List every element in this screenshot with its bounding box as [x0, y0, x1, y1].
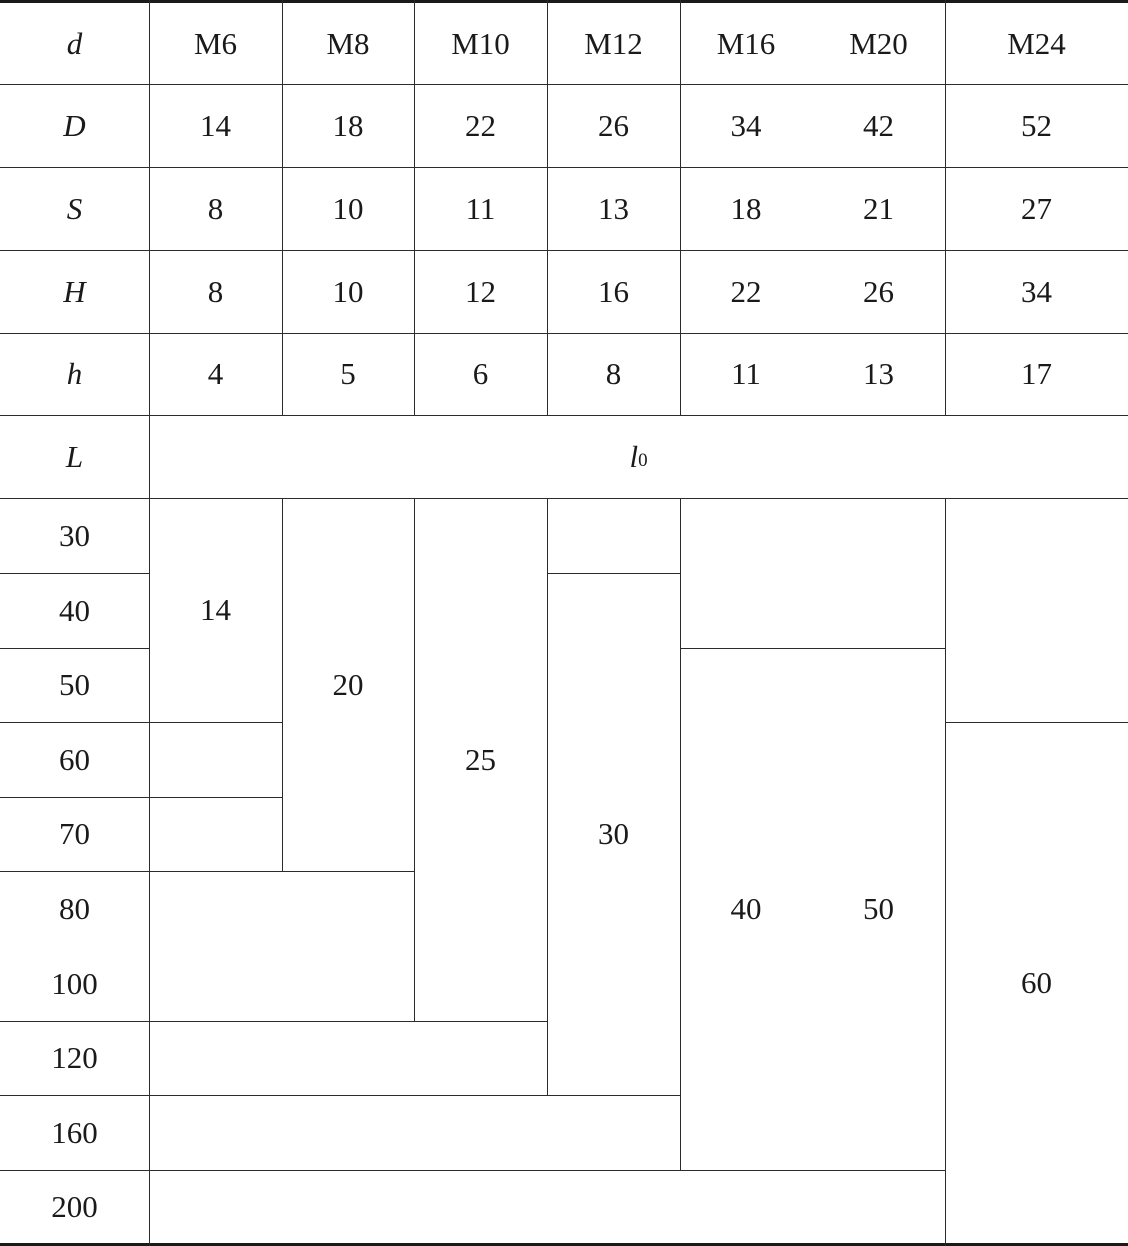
cell-h-m20: 13	[863, 356, 894, 391]
cell-D-m16: 34	[730, 107, 762, 143]
table-top-border	[0, 0, 1128, 3]
cell-S-m8: 10	[332, 190, 364, 226]
col-divider	[945, 498, 946, 1246]
length-50: 50	[59, 667, 90, 702]
header-m10: M10	[451, 25, 510, 61]
cell-D-m10: 22	[465, 107, 496, 143]
cell-S-m20: 21	[863, 190, 894, 226]
row-divider	[0, 333, 1128, 334]
length-divider	[0, 573, 149, 574]
cell-h-m16: 11	[731, 356, 761, 391]
cell-h-m6: 4	[207, 356, 224, 391]
header-m8: M8	[326, 25, 370, 61]
cell-S-m24: 27	[1021, 190, 1052, 226]
l0-span-header	[149, 415, 1128, 498]
l0-m24: 60	[1021, 965, 1052, 1000]
col-divider	[680, 498, 681, 1170]
cell-H-m20: 26	[863, 273, 894, 309]
col-divider	[282, 0, 283, 415]
length-30: 30	[59, 517, 90, 553]
cell-D-m24: 52	[1021, 107, 1052, 143]
cell-h-m12: 8	[605, 356, 622, 391]
row-divider	[0, 415, 1128, 416]
col-divider	[414, 0, 415, 415]
header-m20: M20	[849, 25, 908, 61]
row-label-S: S	[66, 190, 83, 226]
l0-m12: 30	[598, 816, 629, 851]
cell-h-m8: 5	[340, 356, 356, 391]
col-divider	[945, 0, 946, 415]
row-divider	[0, 84, 1128, 85]
length-divider	[0, 648, 149, 649]
stair-line-m12	[547, 573, 680, 574]
l0-m8: 20	[332, 666, 364, 702]
col-divider	[414, 498, 415, 1021]
length-60: 60	[59, 741, 90, 777]
length-divider	[0, 1095, 680, 1096]
row-label-D: D	[63, 107, 86, 143]
col-divider	[547, 498, 548, 1095]
cell-H-m8: 10	[332, 273, 364, 309]
cell-D-m20: 42	[863, 107, 894, 143]
cell-h-m10: 6	[472, 356, 489, 391]
col-divider	[547, 0, 548, 415]
cell-H-m6: 8	[207, 273, 224, 309]
length-200: 200	[51, 1189, 98, 1224]
cell-H-m10: 12	[465, 273, 496, 309]
cell-H-m24: 34	[1021, 273, 1052, 309]
cell-D-m8: 18	[332, 107, 364, 143]
row-label-L: L	[65, 438, 84, 474]
header-m16: M16	[716, 25, 776, 61]
cell-S-m10: 11	[465, 190, 496, 226]
header-d: d	[66, 25, 83, 61]
row-label-h: h	[66, 356, 83, 391]
length-70: 70	[59, 816, 90, 851]
length-100: 100	[51, 965, 98, 1001]
col-divider	[149, 0, 150, 1246]
length-120: 120	[51, 1040, 98, 1075]
stair-line-m16-m20	[680, 648, 945, 649]
header-m24: M24	[1007, 25, 1066, 61]
cell-D-m6: 14	[200, 107, 231, 143]
length-80: 80	[59, 890, 90, 926]
row-label-H: H	[63, 273, 86, 309]
cell-H-m16: 22	[730, 273, 762, 309]
header-m12: M12	[584, 25, 643, 61]
stair-line-m24	[945, 722, 1128, 723]
l0-symbol: l	[629, 438, 639, 474]
length-divider	[0, 722, 282, 723]
row-divider	[0, 167, 1128, 168]
l0-m6: 14	[200, 592, 231, 627]
col-divider	[680, 0, 681, 415]
l0-m16: 40	[730, 891, 762, 926]
cell-H-m12: 16	[598, 273, 629, 309]
length-divider	[0, 1170, 945, 1171]
cell-S-m12: 13	[598, 190, 629, 226]
length-divider	[0, 797, 282, 798]
l0-m20: 50	[863, 891, 894, 926]
cell-h-m24: 17	[1021, 356, 1052, 391]
header-m6: M6	[193, 25, 238, 61]
length-divider	[0, 871, 414, 872]
length-160: 160	[51, 1114, 98, 1150]
l0-m10: 25	[465, 741, 496, 777]
length-divider	[0, 1021, 547, 1022]
length-40: 40	[59, 592, 90, 628]
cell-S-m16: 18	[730, 190, 762, 226]
col-divider	[282, 498, 283, 871]
cell-D-m12: 26	[598, 107, 629, 143]
l0-subscript: 0	[638, 449, 648, 471]
row-divider	[0, 498, 1128, 499]
cell-S-m6: 8	[207, 190, 224, 226]
row-divider	[0, 250, 1128, 251]
